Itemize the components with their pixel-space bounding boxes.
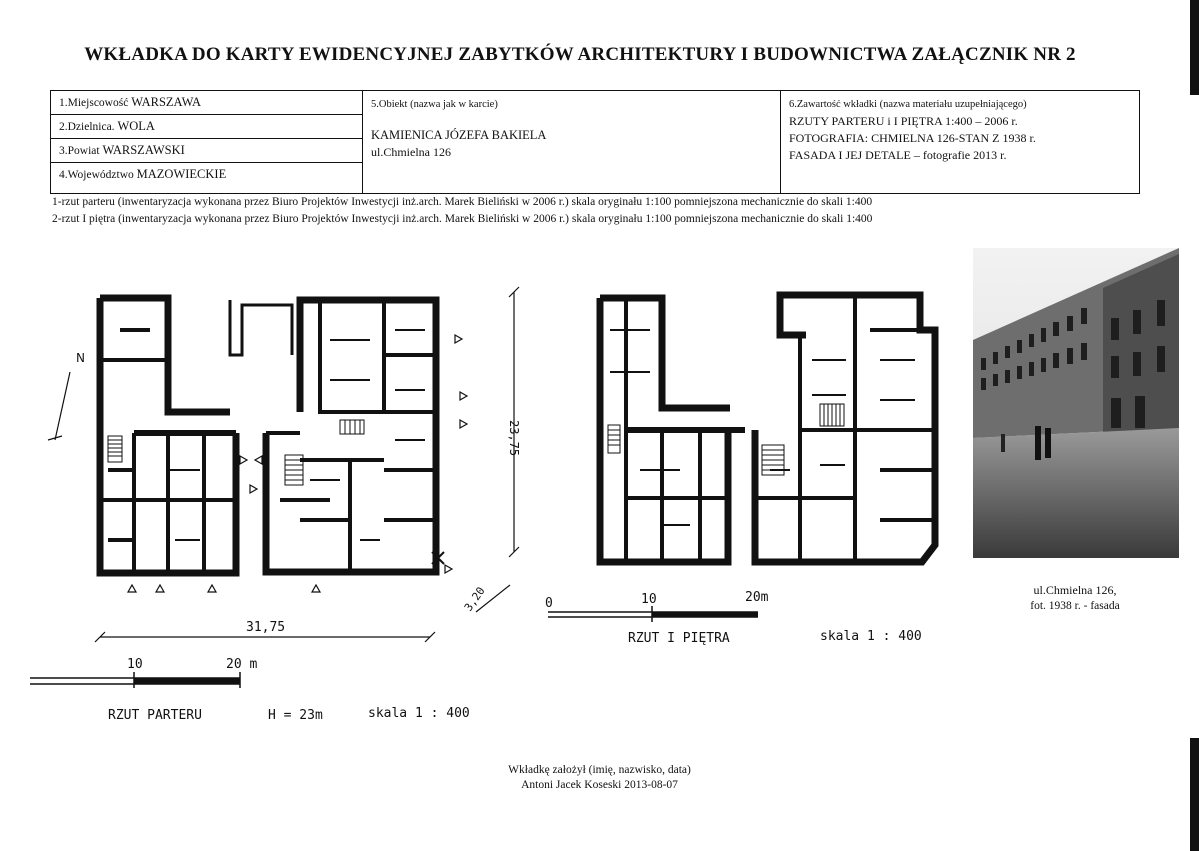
ff-scale-tick-10: 10 (641, 592, 657, 607)
object-address: ul.Chmielna 126 (371, 145, 451, 159)
wojewodztwo-value: MAZOWIECKIE (136, 167, 227, 181)
description-ground-floor: 1-rzut parteru (inwentaryzacja wykonana przez Biuro Projektów Inwestycji inż.arch. Marek Bieliński w 2006 r.) skala oryginału 1:100 pomniejszona mechanicznie do skali 1:400 (52, 196, 873, 208)
dzielnica-value: WOLA (117, 119, 155, 133)
page-title: WKŁADKA DO KARTY EWIDENCYJNEJ ZABYTKÓW ARCHITEKTURY I BUDOWNICTWA ZAŁĄCZNIK NR 2 (84, 44, 1076, 65)
scale-tick-20: 20 m (226, 657, 258, 672)
footer-author: Antoni Jacek Koseski 2013-08-07 (521, 779, 678, 791)
historic-photo (973, 248, 1179, 558)
ff-scale-tick-20: 20m (745, 590, 769, 605)
scan-edge (1190, 738, 1199, 851)
powiat-label: 3.Powiat (59, 145, 100, 157)
depth-dimension: 23,75 (507, 420, 521, 457)
contents-cell (781, 91, 1139, 193)
description-first-floor: 2-rzut I piętra (inwentaryzacja wykonana przez Biuro Projektów Inwestycji inż.arch. Marek Bieliński w 2006 r.) skala oryginału 1:100 pomniejszona mechanicznie do skali 1:400 (52, 213, 873, 225)
ground-plan-title: RZUT PARTERU (108, 708, 202, 723)
miejscowosc-value: WARSZAWA (131, 95, 202, 109)
contents-label: 6.Zawartość wkładki (nazwa materiału uzupełniającego) (789, 99, 1027, 110)
photo-caption (1000, 582, 1150, 614)
object-label: 5.Obiekt (nazwa jak w karcie) (371, 99, 498, 110)
photo-caption-date: fot. 1938 r. - fasada (1030, 600, 1120, 612)
wojewodztwo-label: 4.Województwo (59, 169, 134, 181)
object-name: KAMIENICA JÓZEFA BAKIELA (371, 128, 547, 142)
scale-tick-10: 10 (127, 657, 143, 672)
photo-caption-address: ul.Chmielna 126, (1033, 583, 1117, 597)
ground-floor-plan (0, 0, 560, 760)
powiat-value: WARSZAWSKI (102, 143, 185, 157)
contents-line: FASADA I JEJ DETALE – fotografie 2013 r. (789, 148, 1007, 162)
contents-line: FOTOGRAFIA: CHMIELNA 126-STAN Z 1938 r. (789, 131, 1036, 145)
north-label: N (76, 351, 85, 365)
contents-line: RZUTY PARTERU i I PIĘTRA 1:400 – 2006 r. (789, 114, 1018, 128)
first-floor-scale: skala 1 : 400 (820, 629, 922, 644)
scan-edge (1190, 0, 1199, 95)
ground-plan-scale: skala 1 : 400 (368, 706, 470, 721)
miejscowosc-label: 1.Miejscowość (59, 97, 129, 109)
ff-scale-tick-0: 0 (545, 596, 553, 611)
building-height: H = 23m (268, 708, 323, 723)
footer-label: Wkładkę założył (imię, nazwisko, data) (508, 764, 691, 776)
dzielnica-label: 2.Dzielnica. (59, 121, 115, 133)
corner-dimension: 3,20 (461, 584, 488, 614)
first-floor-title: RZUT I PIĘTRA (628, 631, 730, 646)
width-dimension: 31,75 (246, 620, 286, 635)
